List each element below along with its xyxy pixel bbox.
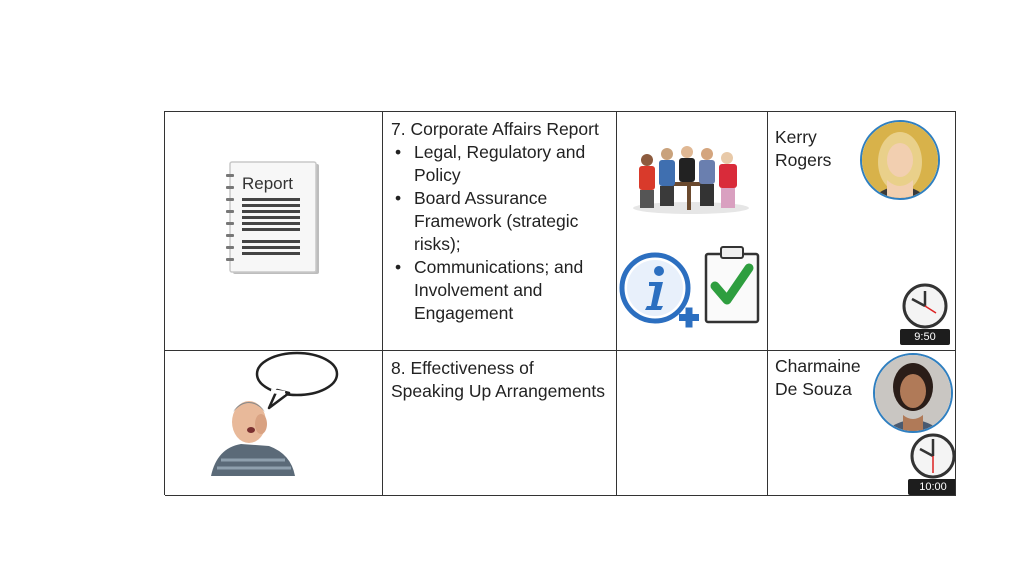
agenda-subitem: • Legal, Regulatory and Policy [391, 141, 611, 187]
row1-icon-cell [165, 112, 383, 351]
agenda-title: 8. Effectiveness of Speaking Up Arrangements [391, 358, 606, 401]
time-clock [908, 433, 956, 495]
presenter-name: Charmaine De Souza [775, 356, 861, 399]
row2-presenter-cell [768, 351, 956, 496]
time-clock [900, 283, 950, 345]
row1-presenter-cell [768, 112, 956, 351]
row1-info-cell [617, 112, 768, 351]
agenda-subitems [391, 141, 611, 325]
agenda-item-8 [391, 357, 611, 403]
checklist-icon [703, 244, 761, 324]
information-icon [619, 252, 703, 334]
avatar [873, 353, 953, 433]
avatar [860, 120, 940, 200]
clock-icon [900, 283, 950, 331]
row2-icon-cell [165, 351, 383, 496]
svg-text:Report: Report [242, 174, 294, 193]
time-label: 9:50 [900, 329, 950, 345]
agenda-table [164, 111, 956, 495]
row1-agenda-cell [383, 112, 617, 351]
presenter-photo [862, 122, 938, 198]
presenter-name: Kerry Rogers [775, 127, 832, 170]
presenter-photo [875, 355, 951, 431]
agenda-subitem: • Board Assurance Framework (strategic risks); [391, 187, 611, 256]
group-meeting-icon [627, 138, 755, 218]
row2-agenda-cell [383, 351, 617, 496]
report-document-icon [225, 160, 325, 278]
agenda-subitem: • Communications; and Involvement and Engagement [391, 256, 611, 325]
agenda-title: 7. Corporate Affairs Report [391, 119, 599, 139]
clock-icon [908, 433, 956, 481]
agenda-item-7 [391, 118, 611, 325]
speaking-up-icon [211, 351, 339, 476]
time-label: 10:00 [908, 479, 956, 495]
row2-empty-cell [617, 351, 768, 496]
